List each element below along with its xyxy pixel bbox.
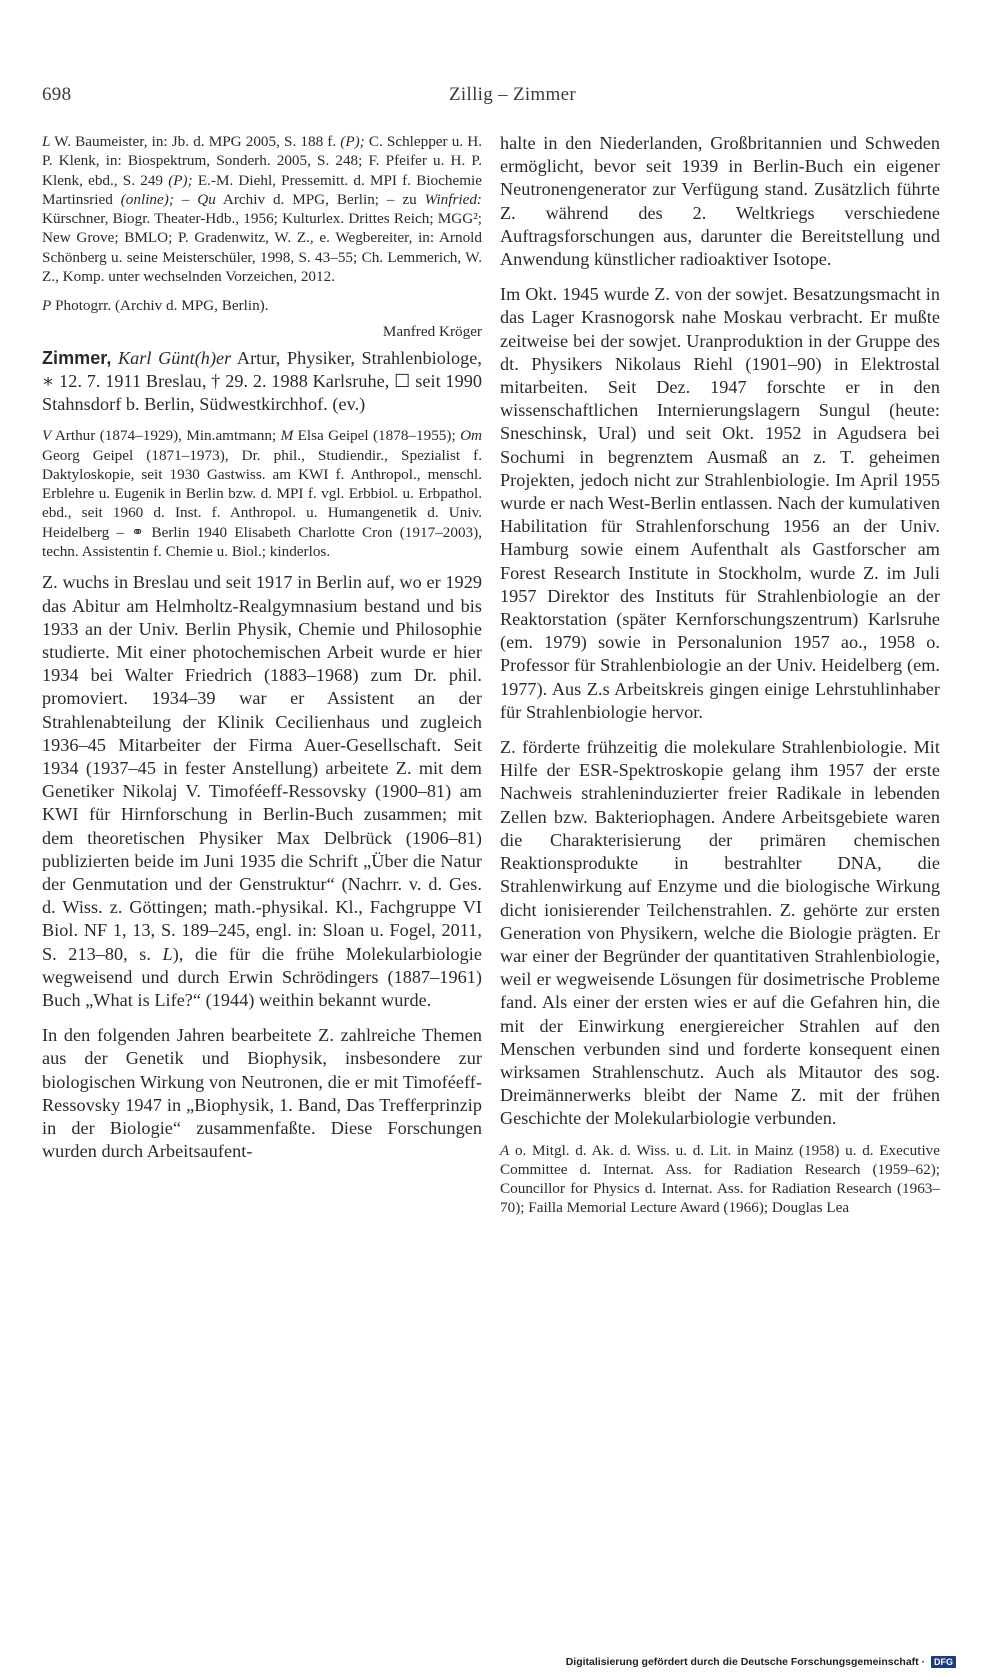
photo-text: Photogrr. (Archiv d. MPG, Berlin).: [51, 297, 269, 315]
footer-text: Digitalisierung gefördert durch die Deutsche Forschungsgemeinschaft ·: [565, 1656, 928, 1668]
refs-p-marker: (P);: [168, 171, 193, 189]
author-signature: Manfred Kröger: [382, 322, 482, 340]
refs-p-marker: (P);: [340, 133, 365, 150]
refs-text: –: [173, 190, 198, 208]
awards: [500, 1141, 940, 1218]
body-paragraph-5: Z. förderte frühzeitig die molekulare Strahlenbiologie. Mit Hilfe der ESR-Spektroskopie gelang ihm 1957 der erste Nachweis strahleninduzierter freier Radikale in lebenden Zellen bzw. Bakteriophagen. Andere Arbeitsgebiete waren die Charakterisierung der primären chemischen Reaktionsprodukte in bestrahlter DNA, die Strahlenwirkung auf Enzyme und die biologische Wirkung dicht ionisierender Teilchenstrahlen. Z. gehörte zur ersten Generation von Physikern, welche die Biologie prägten. Er war einer der Begründer der quantitativen Strahlenbiologie, weil er wegweisende Lösungen für dosimetrische Probleme fand. Als einer der ersten wies er auf die Gefahren hin, die mit der Einwirkung energiereicher Strahlen auf den Menschen verbunden sind und forderte konsequent einen wirksamen Strahlenschutz. Auch als Mitautor des sog. Dreimännerwerks bleibt der Name Z. mit der frühen Geschichte der Molekularbiologie verbunden.: [500, 737, 940, 1129]
body-paragraph-1: [42, 571, 482, 1012]
dfg-logo: DFG: [931, 1656, 956, 1668]
genealogy: [42, 426, 482, 561]
lemma-name: Zimmer,: [42, 347, 112, 368]
body-paragraph-2: In den folgenden Jahren bearbeitete Z. zahlreiche Themen aus der Genetik und Biophysik, insbesondere zur biologischen Wirkung von Neutronen, die er mit Timoféeff-Ressovsky 1947 in „Biophysik, 1. Band, Das Trefferprinzip in der Biologie“ zusammenfaßte. Diese Forschungen wurden durch Arbeitsaufent-: [42, 1025, 482, 1162]
literature-references: [42, 132, 482, 286]
genealogy-text: Arthur (1874–1929), Min.amtmann;: [51, 427, 281, 445]
refs-winfried: Winfried:: [424, 190, 482, 208]
refs-text: Kürschner, Biogr. Theater-Hdb., 1956; Kulturlex. Drittes Reich; MGG²; New Grove; BMLO; P. Gradenwitz, W. Z., e. Wegbereiter, in: Arnold Schönberg u. seine Meisterschüler, 1998, S. 43–55; Ch. Lemmerich, W. Z., Komp. unter wechselnden Vorzeichen, 2012.: [42, 210, 482, 286]
refs-text: C. Schlepper u. H. P. Klenk, in: Biospektrum, Sonderh. 2005, S. 248; F. Pfeifer u. H. P. Klenk, ebd., S. 249: [42, 133, 482, 189]
paragraph-text: ), die für die frühe Molekularbiologie wegweisend und durch Erwin Schrödingers (1887–1961) Buch „What is Life?“ (1944) weithin bekannt wurde.: [42, 943, 483, 1011]
refs-online: (online);: [120, 190, 174, 208]
refs-text: E.-M. Diehl, Pressemitt. d. MPI f. Biochemie Martinsried: [42, 171, 482, 208]
paragraph-text: Z. wuchs in Breslau und seit 1917 in Berlin auf, wo er 1929 das Abitur am Helmholtz-Realgymnasium bestand und bis 1933 an der Univ. Berlin Physik, Chemie und Philosophie studierte. Mit einer photochemischen Arbeit wurde er hier 1934 bei Walter Friedrich (1883–1968) zum Dr. phil. promoviert. 1934–39 war er Assistent an der Strahlenabteilung der Klinik Cecilienhaus und zugleich 1936–45 Mitarbeiter der Firma Auer-Gesellschaft. Seit 1934 (1937–45 in fester Anstellung) arbeitete Z. mit dem Genetiker Nikolaj V. Timoféeff-Ressovsky (1900–81) am KWI für Hirnforschung in Berlin-Buch zusammen; mit dem theoretischen Physiker Max Delbrück (1906–81) publizierten beide im Juni 1935 die Schrift „Über die Natur der Genmutation und der Genstruktur“ (Nachrr. v. d. Ges. d. Wiss. z. Göttingen; math.-physikal. Kl., Fachgruppe VI Biol. NF 1, 13, S. 189–245, engl. in: Sloan u. Fogel, 2011, S. 213–80, s.: [42, 572, 482, 964]
refs-qu-siglum: Qu: [197, 190, 216, 208]
left-column: [42, 132, 482, 1163]
refs-text: W. Baumeister, in: Jb. d. MPG 2005, S. 188 f.: [50, 133, 341, 150]
entry-heading: [42, 347, 482, 417]
body-paragraph-4: Im Okt. 1945 wurde Z. von der sowjet. Besatzungsmacht in das Lager Krasnogorsk nahe Moskau verbracht. Er mußte zeitweise bei der sowjet. Uranproduktion in der Gruppe des dt. Physikers Nikolaus Riehl (1901–90) in Elektrostal mitarbeiten. Seit Dez. 1947 forschte er in den wissenschaftlichen Internierungslagern Sungul (heute: Sneschinsk, Ural) und seit Okt. 1952 in Agudsera bei Sochumi in begrenztem Ausmaß an z. T. geheimen Projekten, jedoch nicht zur Strahlenbiologie. Im April 1955 wurde er nach West-Berlin entlassen. Nach der kumulativen Habilitation für Strahlenforschung 1956 an der Univ. Hamburg sowie einem Aufenthalt als Gastforscher am Forest Research Institute in Stockholm, wurde Z. im Juli 1957 Direktor des Instituts für Strahlenbiologie an der Reaktorstation (später Kernforschungszentrum) Karlsruhe (em. 1979) sowie in Personalunion 1957 ao., 1958 o. Professor für Strahlenbiologie an der Univ. Heidelberg (em. 1977). Aus Z.s Arbeitskreis gingen einige Lehrstuhlinhaber für Strahlenbiologie hervor.: [500, 284, 940, 722]
genealogy-text: Elsa Geipel (1878–1955);: [293, 427, 461, 445]
photo-references: [42, 296, 482, 315]
lemma-details: Artur, Physiker, Strahlenbiologe, ∗ 12. 7. 1911 Breslau, † 29. 2. 1988 Karlsruhe, ☐ seit 1990 Stahnsdorf b. Berlin, Südwestkirchhof. (ev.): [42, 347, 483, 415]
father-siglum: V: [42, 427, 52, 445]
mother-siglum: M: [280, 427, 294, 445]
digitization-footer: [0, 1656, 1000, 1668]
refs-siglum: L: [42, 133, 51, 150]
right-column: [500, 132, 940, 1218]
running-head: Zillig – Zimmer: [449, 84, 576, 105]
literature-ref-siglum: L: [162, 943, 173, 964]
genealogy-text: Georg Geipel (1871–1973), Dr. phil., Studiendir., Spezialist f. Daktyloskopie, seit 1930 Gastwiss. am KWI f. Anthropol., menschl. Erblehre u. Eugenik in Berlin bzw. d. MPI f. vgl. Erbbiol. u. Erbpathol. ebd., seit 1960 d. Inst. f. Anthropol. u. Humangenetik d. Univ. Heidelberg – ⚭ Berlin 1940 Elisabeth Charlotte Cron (1917–2003), techn. Assistentin f. Chemie u. Biol.; kinderlos.: [42, 446, 482, 561]
page-number: 698: [42, 84, 72, 105]
uncle-siglum: Om: [460, 427, 482, 445]
photo-siglum: P: [42, 297, 52, 315]
awards-siglum: A: [500, 1141, 510, 1159]
awards-text: o. Mitgl. d. Ak. d. Wiss. u. d. Lit. in Mainz (1958) u. d. Executive Committee d. Internat. Ass. for Radiation Research (1959–62); Councillor for Physics d. Internat. Ass. for Radiation Research (1963–70); Failla Memorial Lecture Award (1966); Douglas Lea: [500, 1141, 940, 1217]
body-paragraph-3: halte in den Niederlanden, Großbritannien und Schweden ermöglicht, bevor seit 1939 in Berlin-Buch ein eigener Neutronengenerator zur Verfügung stand. Zusätzlich führte Z. während des 2. Weltkriegs verschiedene Auftragsforschungen aus, darunter die Bereitstellung und Anwendung künstlicher radioaktiver Isotope.: [500, 133, 940, 270]
refs-text: Archiv d. MPG, Berlin; – zu: [215, 190, 425, 208]
lemma-given-names: Karl Günt(h)er: [111, 347, 232, 368]
